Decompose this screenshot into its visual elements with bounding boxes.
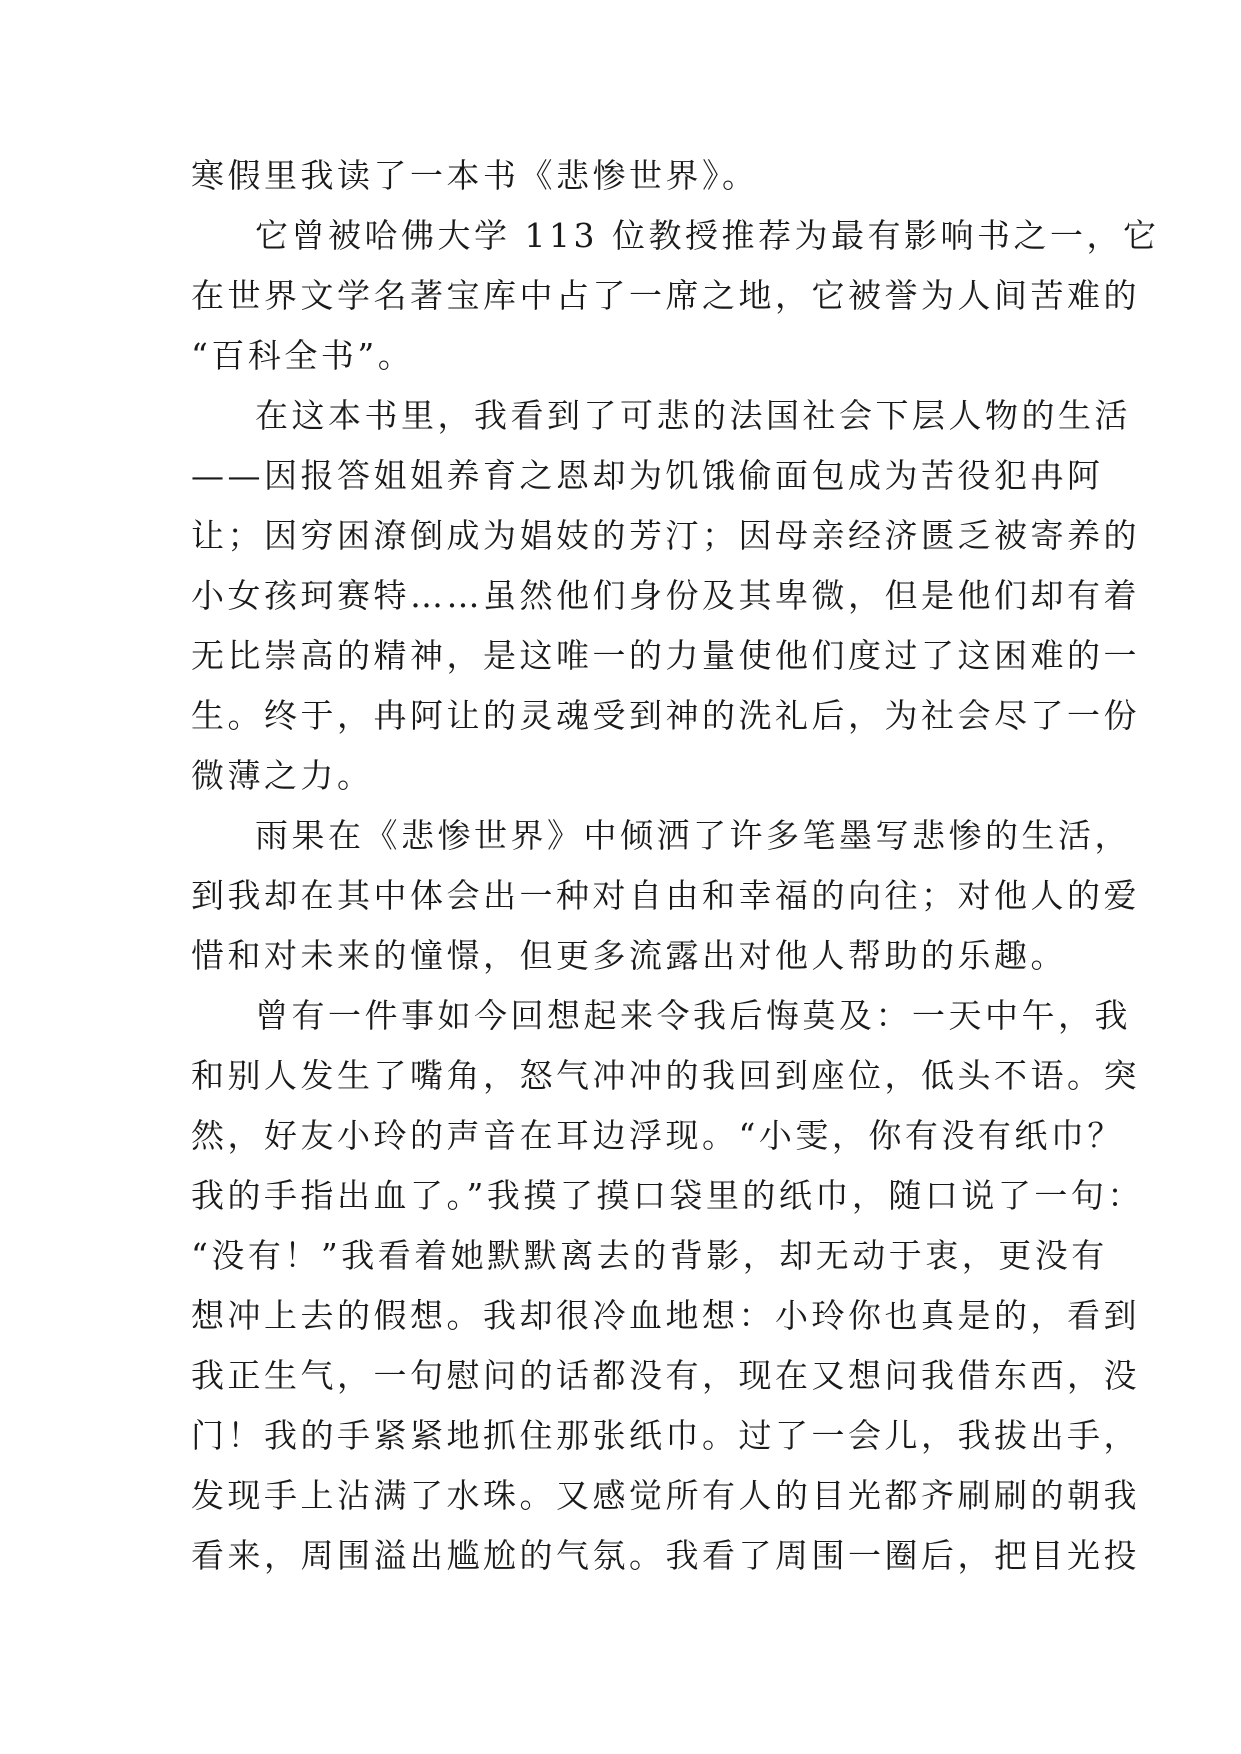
text-line: 和别人发生了嘴角，怒气冲冲的我回到座位，低头不语。突 — [191, 1056, 1140, 1095]
text-line: 到我却在其中体会出一种对自由和幸福的向往；对他人的爱 — [191, 876, 1140, 915]
text-line: 微薄之力。 — [191, 756, 374, 795]
text-line: 在这本书里，我看到了可悲的法国社会下层人物的生活 — [255, 396, 1131, 435]
text-line: 让；因穷困潦倒成为娼妓的芳汀；因母亲经济匮乏被寄养的 — [191, 516, 1140, 555]
text-line: 生。终于，冉阿让的灵魂受到神的洗礼后，为社会尽了一份 — [191, 696, 1140, 735]
text-line: 寒假里我读了一本书《悲惨世界》。 — [191, 156, 759, 195]
text-line: 发现手上沾满了水珠。又感觉所有人的目光都齐刷刷的朝我 — [191, 1476, 1140, 1515]
text-line: “没有！”我看着她默默离去的背影，却无动于衷，更没有 — [191, 1236, 1108, 1275]
text-line: 雨果在《悲惨世界》中倾洒了许多笔墨写悲惨的生活， — [255, 816, 1131, 855]
text-line: 然，好友小玲的声音在耳边浮现。“小雯，你有没有纸巾？ — [191, 1116, 1124, 1155]
text-line: 想冲上去的假想。我却很冷血地想：小玲你也真是的，看到 — [191, 1296, 1140, 1335]
text-line: 我的手指出血了。”我摸了摸口袋里的纸巾，随口说了一句： — [191, 1176, 1144, 1215]
text-line: 它曾被哈佛大学 113 位教授推荐为最有影响书之一，它 — [255, 216, 1160, 255]
text-line: ——因报答姐姐养育之恩却为饥饿偷面包成为苦役犯冉阿 — [191, 456, 1104, 495]
text-line: “百科全书”。 — [191, 336, 415, 375]
text-line: 惜和对未来的憧憬，但更多流露出对他人帮助的乐趣。 — [191, 936, 1067, 975]
text-line: 门！我的手紧紧地抓住那张纸巾。过了一会儿，我拔出手， — [191, 1416, 1140, 1455]
text-line: 无比崇高的精神，是这唯一的力量使他们度过了这困难的一 — [191, 636, 1140, 675]
text-line: 我正生气，一句慰问的话都没有，现在又想问我借东西，没 — [191, 1356, 1140, 1395]
document-body — [191, 146, 1160, 1586]
text-line: 在世界文学名著宝库中占了一席之地，它被誉为人间苦难的 — [191, 276, 1140, 315]
text-line: 曾有一件事如今回想起来令我后悔莫及：一天中午，我 — [255, 996, 1131, 1035]
text-line: 小女孩珂赛特……虽然他们身份及其卑微，但是他们却有着 — [191, 576, 1140, 615]
text-line: 看来，周围溢出尴尬的气氛。我看了周围一圈后，把目光投 — [191, 1536, 1140, 1575]
